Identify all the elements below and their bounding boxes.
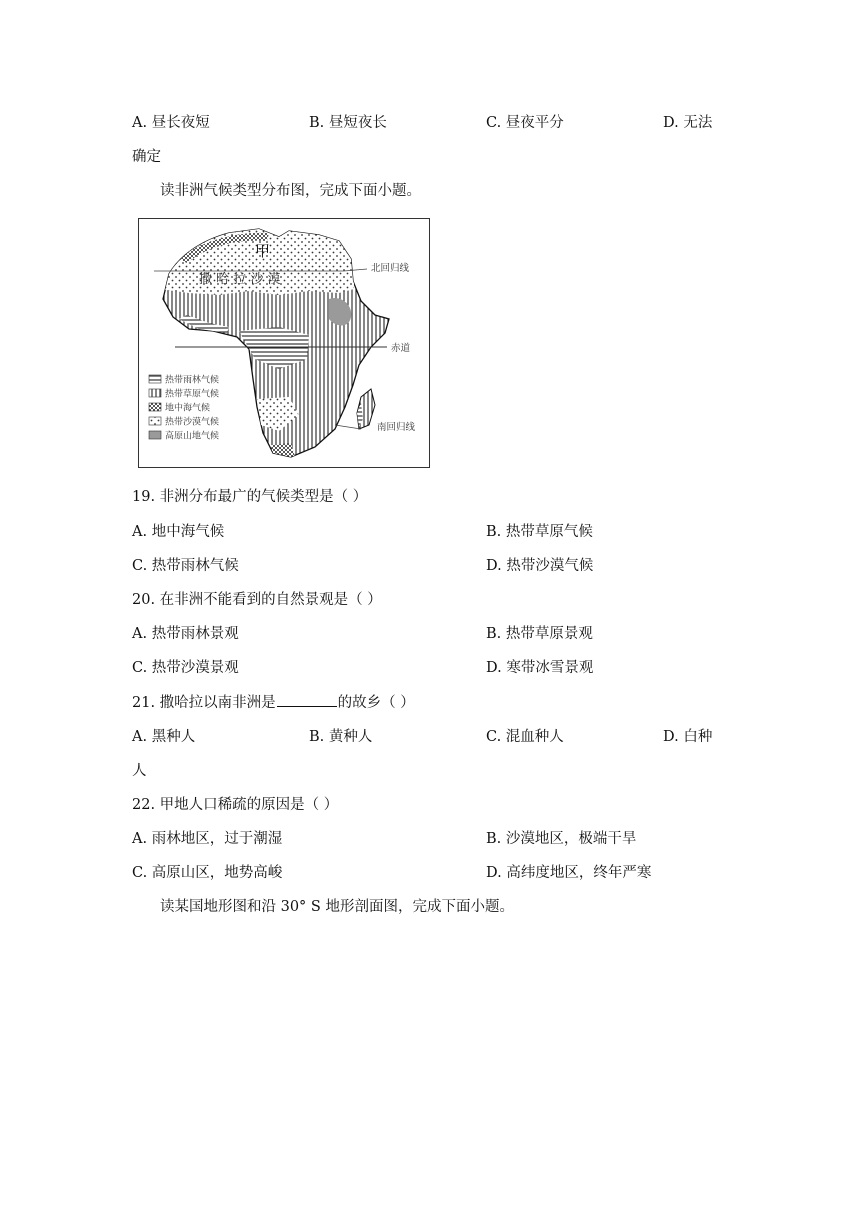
map-label-jia: 甲 xyxy=(255,242,271,260)
q21-stem-start: 21. 撒哈拉以南非洲是 xyxy=(132,695,276,711)
q18-option-d-continued: 确定 xyxy=(132,149,161,165)
intro-country-terrain: 读某国地形图和沿 30° S 地形剖面图，完成下面小题。 xyxy=(160,899,514,915)
map-legend xyxy=(149,374,219,442)
q18-option-b: B. 昼短夜长 xyxy=(309,115,387,131)
q22-option-d: D. 高纬度地区，终年严寒 xyxy=(486,865,652,881)
q22-option-c: C. 高原山区，地势高峻 xyxy=(132,865,283,881)
q20-option-a: A. 热带雨林景观 xyxy=(132,626,239,642)
q22-option-b: B. 沙漠地区，极端干旱 xyxy=(486,831,637,847)
q21-stem xyxy=(132,692,415,713)
map-label-equator: 赤道 xyxy=(391,343,411,354)
map-label-tropic-south: 南回归线 xyxy=(377,422,416,433)
q20-option-c: C. 热带沙漠景观 xyxy=(132,660,239,676)
q22-option-a: A. 雨林地区，过于潮湿 xyxy=(132,831,283,847)
q19-option-a: A. 地中海气候 xyxy=(132,524,225,540)
q21-answer-blank xyxy=(277,692,337,707)
q19-stem: 19. 非洲分布最广的气候类型是（ ） xyxy=(132,489,368,505)
q20-option-b: B. 热带草原景观 xyxy=(486,626,593,642)
q19-option-b: B. 热带草原气候 xyxy=(486,524,593,540)
q22-stem: 22. 甲地人口稀疏的原因是（ ） xyxy=(132,797,339,813)
q18-option-c: C. 昼夜平分 xyxy=(486,115,564,131)
q21-option-d-continued: 人 xyxy=(132,763,147,779)
q21-option-d: D. 白种 xyxy=(663,729,713,745)
legend-highland: 高原山地气候 xyxy=(165,431,220,442)
q21-option-b: B. 黄种人 xyxy=(309,729,373,745)
q18-option-a: A. 昼长夜短 xyxy=(132,115,210,131)
legend-savanna: 热带草原气候 xyxy=(165,389,220,400)
intro-africa-climate: 读非洲气候类型分布图，完成下面小题。 xyxy=(160,183,421,199)
q19-option-c: C. 热带雨林气候 xyxy=(132,558,239,574)
legend-desert: 热带沙漠气候 xyxy=(165,417,220,428)
q21-option-a: A. 黑种人 xyxy=(132,729,196,745)
map-label-tropic-north: 北回归线 xyxy=(371,263,410,274)
q20-option-d: D. 寒带冰雪景观 xyxy=(486,660,594,676)
q21-option-c: C. 混血种人 xyxy=(486,729,564,745)
legend-rainforest: 热带雨林气候 xyxy=(165,375,220,386)
q21-stem-end: 的故乡（ ） xyxy=(337,695,415,711)
legend-mediterranean: 地中海气候 xyxy=(165,403,211,414)
q18-option-d: D. 无法 xyxy=(663,115,713,131)
map-label-sahara: 撒 哈 拉 沙 漠 xyxy=(199,272,281,287)
q19-option-d: D. 热带沙漠气候 xyxy=(486,558,594,574)
q20-stem: 20. 在非洲不能看到的自然景观是（ ） xyxy=(132,592,382,608)
africa-climate-map xyxy=(138,218,430,468)
